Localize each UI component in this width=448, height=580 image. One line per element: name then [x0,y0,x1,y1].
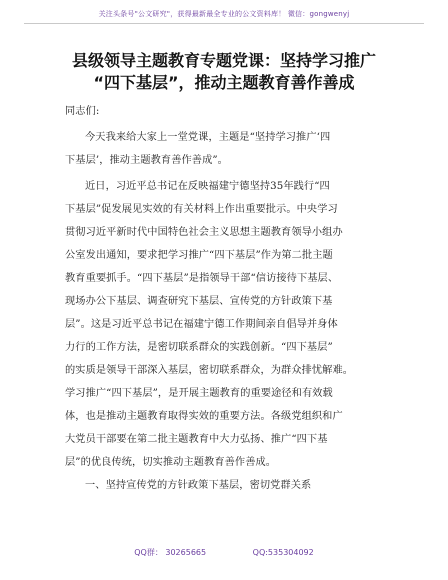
paragraph-line: 的实质是领导干部深入基层，密切联系群众，为群众排忧解难。 [65,365,354,376]
paragraph-line: 体，也是推动主题教育取得实效的重要方法。各级党组织和广 [65,411,343,422]
footer-qq-group: QQ群： 30265665 [134,548,207,557]
title-line-2: “四下基层”，推动主题教育善作善成 [93,73,355,92]
document-title [40,50,408,94]
paragraph-line: 学习推广“四下基层”，是开展主题教育的重要途径和有效载 [65,388,333,399]
paragraph-line: 教育重要抓手。“四下基层”是指领导干部“信访接待下基层、 [65,273,339,284]
paragraph-line: 公室发出通知，要求把学习推广“四下基层”作为第二批主题 [65,250,333,261]
paragraph-line: 下基层”促发展见实效的有关材料上作出重要批示。中央学习 [65,204,338,215]
paragraph-line: 贯彻习近平新时代中国特色社会主义思想主题教育领导小组办 [65,227,343,238]
paragraph-line: 层”的优良传统，切实推动主题教育善作善成。 [65,457,277,468]
paragraph-line: 现场办公下基层、调查研究下基层、宣传党的方针政策下基 [65,296,333,307]
paragraph-line: 层”。这是习近平总书记在福建宁德工作期间亲自倡导并身体 [65,319,338,330]
footer-contact [0,547,448,558]
paragraph-line: 力行的工作方法，是密切联系群众的实践创新。“四下基层” [65,342,333,353]
paragraph-line: 下基层’，推动主题教育善作善成”。 [65,155,228,166]
title-line-1: 县级领导主题教育专题党课：坚持学习推广 [71,51,376,70]
paragraph-line: 大党员干部要在第二批主题教育中大力弘扬、推广“四下基 [65,434,328,445]
salutation: 同志们: [65,106,100,117]
section-heading: 一、坚持宣传党的方针政策下基层，密切党群关系 [85,480,312,491]
paragraph-line: 近日，习近平总书记在反映福建宁德坚持35年践行“四 [85,181,330,192]
header-divider [24,23,424,24]
paragraph-line: 今天我来给大家上一堂党课，主题是“坚持学习推广‘四 [85,132,331,143]
footer-qq-number: QQ:535304092 [252,548,314,557]
document-body [65,100,401,497]
header-banner: 关注头条号"公文研究"，获得最新最全专业的公文资料库！ 微信：gongwenyj [98,10,350,18]
